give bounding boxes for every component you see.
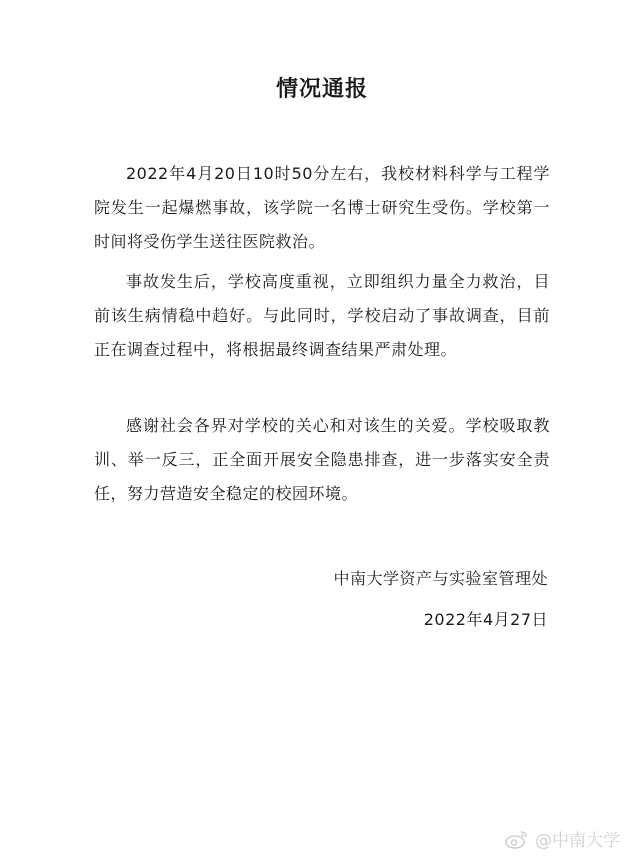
signature-organization: 中南大学资产与实验室管理处 — [333, 569, 548, 588]
paragraph-thanks: 感谢社会各界对学校的关心和对该生的关爱。学校吸取教训、举一反三，正全面开展安全隐患排查，进一步落实安全责任，努力营造安全稳定的校园环境。 — [94, 416, 550, 503]
watermark-text: @中南大学 — [535, 831, 620, 851]
weibo-icon — [505, 829, 529, 849]
paragraph-incident: 2022年4月20日10时50分左右，我校材料科学与工程学院发生一起爆燃事故，该学院一名博士研究生受伤。学校第一时间将受伤学生送往医院救治。 — [94, 164, 550, 251]
paragraph-response: 事故发生后，学校高度重视，立即组织力量全力救治，目前该生病情稳中趋好。与此同时，学校启动了事故调查，目前正在调查过程中，将根据最终调查结果严肃处理。 — [94, 272, 550, 359]
notice-title: 情况通报 — [275, 77, 368, 102]
weibo-watermark — [505, 826, 620, 851]
signature-date: 2022年4月27日 — [423, 610, 548, 629]
